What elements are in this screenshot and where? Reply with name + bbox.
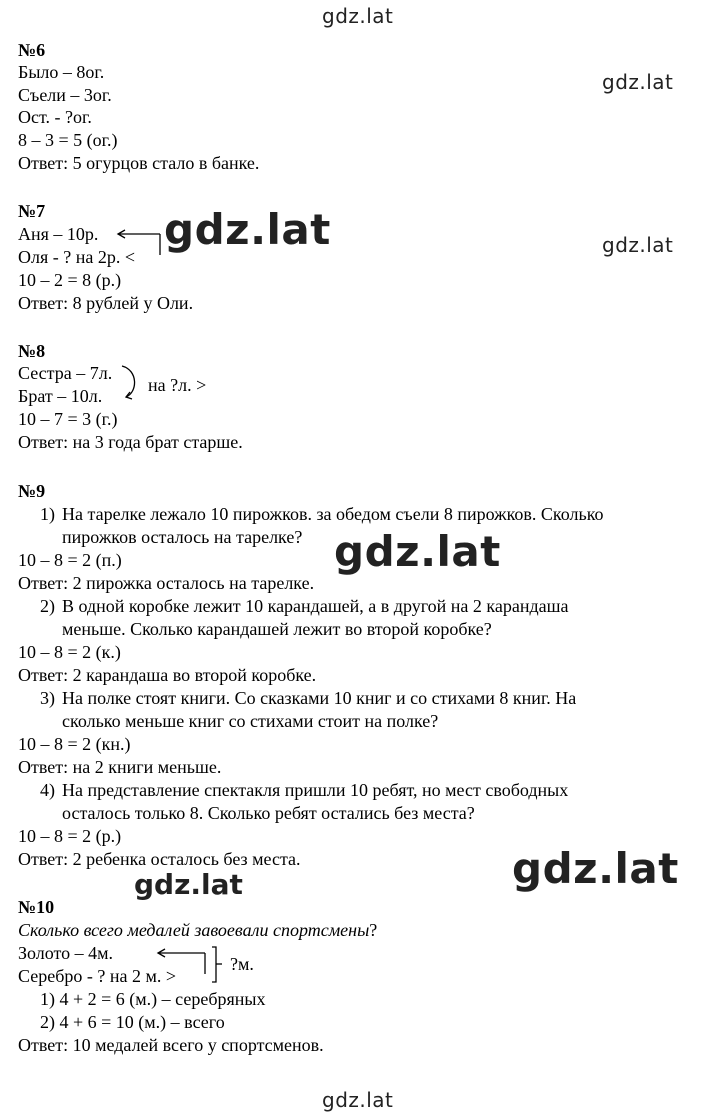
task-9-part-4-answer: Ответ: 2 ребенка осталось без места.: [18, 849, 301, 869]
task-10-total-brace: [212, 947, 222, 982]
task-6-line-1: Было – 8ог.: [18, 62, 105, 82]
task-9-part-2-answer: Ответ: 2 карандаша во второй коробке.: [18, 665, 317, 685]
task-7-line-2: Оля - ? на 2р. <: [18, 247, 136, 267]
task-6-line-2: Съели – 3ог.: [18, 85, 112, 105]
task-9-part-3-text-a: На полке стоят книги. Со сказками 10 книг и со стихами 8 книг. На: [62, 688, 577, 708]
task-9-part-3-answer: Ответ: на 2 книги меньше.: [18, 757, 222, 777]
task-8-equation: 10 – 7 = 3 (г.): [18, 409, 118, 429]
task-6-answer: Ответ: 5 огурцов стало в банке.: [18, 153, 260, 173]
task-6-title: №6: [18, 40, 46, 60]
task-10-question-text: Сколько всего медалей завоевали спортсмены: [18, 920, 370, 940]
task-8-title: №8: [18, 341, 46, 361]
task-10-line-1: Золото – 4м.: [18, 943, 114, 963]
task-8-difference-note: на ?л. >: [148, 375, 207, 395]
watermark-top: gdz.lat: [322, 4, 394, 28]
watermark-large-1: gdz.lat: [164, 205, 331, 254]
task-10-step-1: 1) 4 + 2 = 6 (м.) – серебряных: [40, 989, 266, 1009]
task-7-line-1: Аня – 10р.: [18, 224, 99, 244]
task-10-brace-note: ?м.: [230, 954, 254, 974]
watermark-large-2: gdz.lat: [334, 527, 501, 576]
watermark-large-3: gdz.lat: [512, 844, 679, 893]
task-7-comparison-arrow: [118, 230, 160, 255]
task-6-equation: 8 – 3 = 5 (ог.): [18, 130, 118, 150]
task-9-part-1-number: 1): [40, 504, 55, 524]
task-9-part-1-text-b: пирожков осталось на тарелке?: [62, 527, 303, 547]
task-10-line-2: Серебро - ? на 2 м. >: [18, 966, 177, 986]
task-7-equation: 10 – 2 = 8 (р.): [18, 270, 122, 290]
task-10-step-2: 2) 4 + 6 = 10 (м.) – всего: [40, 1012, 225, 1032]
task-9-part-2-number: 2): [40, 596, 55, 616]
task-9-part-2-equation: 10 – 8 = 2 (к.): [18, 642, 121, 662]
task-9-part-1-text-a: На тарелке лежало 10 пирожков. за обедом съели 8 пирожков. Сколько: [62, 504, 604, 524]
task-6-line-3: Ост. - ?ог.: [18, 107, 92, 127]
task-9-part-4-text-b: осталось только 8. Сколько ребят остались без места?: [62, 803, 475, 823]
task-8-line-1: Сестра – 7л.: [18, 363, 113, 383]
task-9-title: №9: [18, 481, 46, 501]
task-8-line-2: Брат – 10л.: [18, 386, 103, 406]
task-10-title: №10: [18, 897, 55, 917]
task-9-part-4-text-a: На представление спектакля пришли 10 ребят, но мест свободных: [62, 780, 569, 800]
task-9-part-4-equation: 10 – 8 = 2 (р.): [18, 826, 122, 846]
task-10-comparison-arrow: [158, 949, 205, 974]
task-8-answer: Ответ: на 3 года брат старше.: [18, 432, 243, 452]
task-7-title: №7: [18, 201, 46, 221]
task-7-answer: Ответ: 8 рублей у Оли.: [18, 293, 194, 313]
watermark-bottom: gdz.lat: [322, 1088, 394, 1112]
task-8-curved-arrow: [122, 366, 135, 399]
task-9-part-3-equation: 10 – 8 = 2 (кн.): [18, 734, 131, 754]
task-10-question-mark: ?: [369, 920, 378, 940]
task-9-part-1-equation: 10 – 8 = 2 (п.): [18, 550, 122, 570]
task-10-answer: Ответ: 10 медалей всего у спортсменов.: [18, 1035, 324, 1055]
task-9-part-1-answer: Ответ: 2 пирожка осталось на тарелке.: [18, 573, 315, 593]
task-9-part-2-text-b: меньше. Сколько карандашей лежит во второй коробке?: [62, 619, 492, 639]
task-9-part-3-text-b: сколько меньше книг со стихами стоит на полке?: [62, 711, 439, 731]
watermark-right-1: gdz.lat: [602, 70, 674, 94]
watermark-medium: gdz.lat: [134, 868, 243, 901]
task-9-part-2-text-a: В одной коробке лежит 10 карандашей, а в другой на 2 карандаша: [62, 596, 569, 616]
task-9-part-3-number: 3): [40, 688, 55, 708]
task-9-part-4-number: 4): [40, 780, 55, 800]
watermark-right-2: gdz.lat: [602, 233, 674, 257]
